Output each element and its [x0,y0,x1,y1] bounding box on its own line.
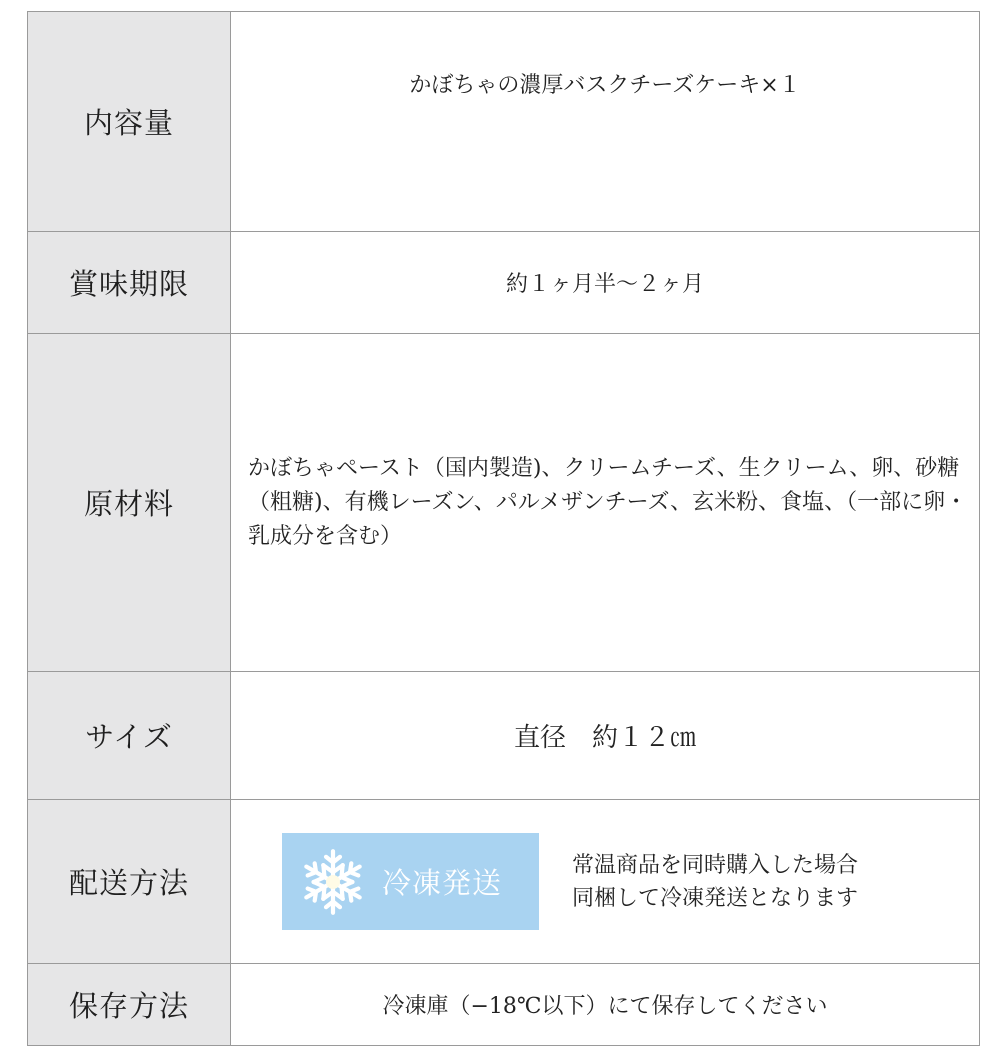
product-spec-table [27,11,980,1046]
size-row [28,672,980,800]
frozen-shipping-badge [282,833,539,930]
storage-label: 保存方法 [28,964,231,1046]
expiry-label: 賞味期限 [28,232,231,334]
expiry-row [28,232,980,334]
ingredients-value: かぼちゃペースト（国内製造)、クリームチーズ、生クリーム、卵、砂糖（粗糖)、有機レーズン、パルメザンチーズ、玄米粉、食塩、（一部に卵・乳成分を含む） [231,334,980,672]
storage-value: 冷凍庫（−18℃以下）にて保存してください [231,964,980,1046]
shipping-note-line1: 常温商品を同時購入した場合 [572,852,859,878]
shipping-row [28,800,980,964]
contents-value: かぼちゃの濃厚バスクチーズケーキ×１ [231,12,980,232]
shipping-content [231,833,979,930]
contents-label: 内容量 [28,12,231,232]
frozen-badge-text: 冷凍発送 [382,866,503,900]
snowflake-icon [298,847,368,917]
ingredients-label: 原材料 [28,334,231,672]
contents-row [28,12,980,232]
size-label: サイズ [28,672,231,800]
storage-row [28,964,980,1046]
size-value: 直径 約１２㎝ [231,672,980,800]
ingredients-row [28,334,980,672]
shipping-value [231,800,980,964]
shipping-note [572,849,858,915]
expiry-value: 約１ヶ月半～２ヶ月 [231,232,980,334]
shipping-note-line2: 同梱して冷凍発送となります [572,885,859,911]
shipping-label: 配送方法 [28,800,231,964]
